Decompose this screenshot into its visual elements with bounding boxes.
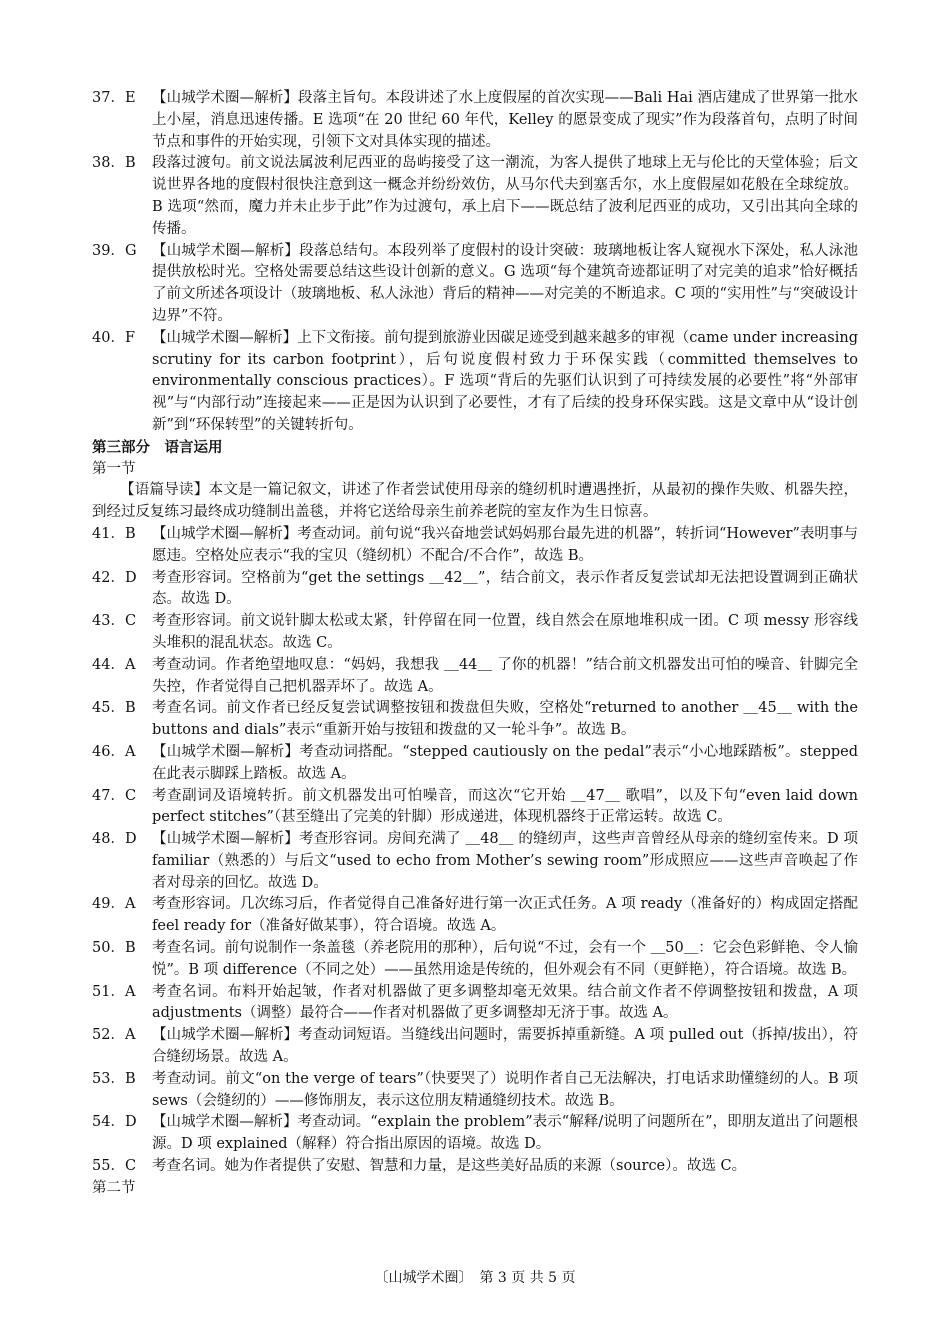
answer-item-50 [92,938,858,982]
item-explanation: 【山城学术圈—解析】考查动词短语。当缝线出问题时，需要拆掉重新缝。A 项 pulled out（拆掉/拔出），符合缝纫场景。故选 A。 [152,1027,858,1066]
item-number: 41．B [92,525,136,542]
answer-item-46 [92,742,858,786]
item-number: 50．B [92,940,136,957]
item-explanation: 考查形容词。空格前为“get the settings ＿42＿”，结合前文，表示作者反复尝试却无法把设置调到正确状态。故选 D。 [152,569,858,608]
answer-item-44 [92,655,858,699]
answer-item-48 [92,829,858,894]
item-explanation: 考查形容词。前文说针脚太松或太紧，针停留在同一位置，线自然会在原地堆积成一团。C 项 messy 形容线头堆积的混乱状态。故选 C。 [152,613,858,651]
items-reading-block [92,88,858,437]
item-explanation: 考查名词。前句说制作一条盖毯（养老院用的那种），后句说“不过，会有一个 ＿50＿：它会色彩鲜艳、令人愉悦”。B 项 difference（不同之处）——虽然用途是传统的，但外观会有不同（更鲜艳），符合语境。故选 B。 [152,940,858,978]
item-number: 51．A [92,983,136,1000]
items-cloze-block [92,524,858,1178]
item-explanation: 考查动词。作者绝望地叹息：“妈妈，我想我 ＿44＿ 了你的机器！”结合前文机器发出可怕的噪音、针脚完全失控，作者觉得自己把机器弄坏了。故选 A。 [152,656,858,695]
answer-item-51 [92,982,858,1026]
answer-item-54 [92,1112,858,1156]
item-explanation: 【山城学术圈—解析】考查动词。“explain the problem”表示“解释/说明了问题所在”，即朋友道出了问题根源。D 项 explained（解释）符合指出原因的语境。故选 D。 [152,1114,858,1153]
answer-item-38 [92,153,858,240]
item-explanation: 【山城学术圈—解析】上下文衔接。前句提到旅游业因碳足迹受到越来越多的审视（came under increasing scrutiny for its carbon footprint），后句说度假村致力于环保实践（committed themselves to environmentally conscious practices）。F 选项“背后的先驱们认识到了可持续发展的必要性”将“外部审视”与“内部行动”连接起来——正是因为认识到了必要性，才有了后续的投身环保实践。这是文章中从“设计创新”到“环保转型”的关键转折句。 [152,329,858,433]
item-explanation: 考查形容词。几次练习后，作者觉得自己准备好进行第一次正式任务。A 项 ready（准备好的）构成固定搭配 feel ready for（准备好做某事），符合语境。故选 A。 [152,896,858,935]
item-number: 45．B [92,700,136,717]
item-number: 43．C [92,613,137,630]
section-title: 第一节 [92,460,136,477]
item-number: 42．D [92,569,137,586]
answer-item-49 [92,894,858,938]
item-number: 38．B [92,155,136,172]
answer-item-52 [92,1025,858,1069]
item-number: 52．A [92,1027,136,1044]
answer-item-55 [92,1156,858,1178]
item-number: 48．D [92,831,137,848]
answer-item-40 [92,328,858,437]
item-explanation: 段落过渡句。前文说法属波利尼西亚的岛屿接受了这一潮流，为客人提供了地球上无与伦比的天堂体验；后文说世界各地的度假村很快注意到这一概念并纷纷效仿，从马尔代夫到塞舌尔，水上度假屋如花般在全球绽放。B 选项“然而，魔力并未止步于此”作为过渡句，承上启下——既总结了波利尼西亚的成功，又引出其向全球的传播。 [152,155,858,237]
item-explanation: 考查名词。布料开始起皱，作者对机器做了更多调整却毫无效果。结合前文作者不停调整按钮和拨盘，A 项 adjustments（调整）最符合——作者对机器做了更多调整却无济于事。故选 A。 [152,983,858,1022]
item-explanation: 考查名词。她为作者提供了安慰、智慧和力量，是这些美好品质的来源（source）。故选 C。 [152,1158,747,1175]
item-explanation: 【山城学术圈—解析】段落总结句。本段列举了度假村的设计突破：玻璃地板让客人窥视水下深处，私人泳池提供放松时光。空格处需要总结这些设计创新的意义。G 选项“每个建筑奇迹都证明了对完美的追求”恰好概括了前文所述各项设计（玻璃地板、私人泳池）背后的精神——对完美的不断追求。C 项的“实用性”与“突破设计边界”不符。 [152,242,858,324]
answer-item-41 [92,524,858,568]
answer-item-45 [92,698,858,742]
answer-item-47 [92,786,858,830]
item-number: 39．G [92,242,137,259]
section-title-2: 第二节 [92,1179,136,1196]
item-number: 37．E [92,90,136,106]
item-number: 49．A [92,896,136,913]
answer-item-43 [92,611,858,655]
item-explanation: 【山城学术圈—解析】考查动词。前句说“我兴奋地尝试妈妈那台最先进的机器”，转折词“However”表明事与愿违。空格处应表示“我的宝贝（缝纫机）不配合/不合作”，故选 B。 [152,525,858,564]
item-number: 47．C [92,787,137,804]
item-number: 46．A [92,743,136,760]
item-explanation: 【山城学术圈—解析】考查动词搭配。“stepped cautiously on the pedal”表示“小心地踩踏板”。stepped 在此表示脚踩上踏板。故选 A。 [152,743,858,782]
item-explanation: 考查名词。前文作者已经反复尝试调整按钮和拨盘但失败，空格处“returned to another ＿45＿ with the buttons and dials”表示“重新开始与按钮和拨盘的又一轮斗争”。故选 B。 [152,700,858,739]
answer-item-39 [92,241,858,328]
part-title: 第三部分 语言运用 [92,438,223,456]
item-number: 55．C [92,1158,137,1175]
item-explanation: 【山城学术圈—解析】段落主旨句。本段讲述了水上度假屋的首次实现——Bali Hai 酒店建成了世界第一批水上小屋，消息迅速传播。E 选项“在 20 世纪 60 年代，Kelley 的愿景变成了现实”作为段落首句，点明了时间节点和事件的开始实现，引领下文对具体实现的描述。 [152,90,858,150]
item-number: 54．D [92,1114,137,1131]
answer-item-53 [92,1069,858,1113]
answer-item-42 [92,568,858,612]
answer-item-37 [92,88,858,153]
page-footer: 〔山城学术圈〕 第 3 页 共 5 页 [374,1270,576,1286]
item-explanation: 【山城学术圈—解析】考查形容词。房间充满了 ＿48＿ 的缝纫声，这些声音曾经从母亲的缝纫室传来。D 项 familiar（熟悉的）与后文“used to echo from Mother’s sewing room”形成照应——这些声音唤起了作者对母亲的回忆。故选 D。 [152,831,858,891]
item-explanation: 考查动词。前文“on the verge of tears”（快要哭了）说明作者自己无法解决，打电话求助懂缝纫的人。B 项 sews（会缝纫的）——修饰朋友，表示这位朋友精通缝纫技术。故选 B。 [152,1070,858,1109]
item-explanation: 考查副词及语境转折。前文机器发出可怕噪音，而这次“它开始 ＿47＿ 歌唱”，以及下句“even laid down perfect stitches”（甚至缝出了完美的针脚）形成递进，体现机器终于正常运转。故选 C。 [152,787,858,826]
item-number: 53．B [92,1070,136,1087]
passage-intro: 【语篇导读】本文是一篇记叙文，讲述了作者尝试使用母亲的缝纫机时遭遇挫折，从最初的操作失败、机器失控，到经过反复练习最终成功缝制出盖毯，并将它送给母亲生前养老院的室友作为生日惊喜。 [92,482,858,521]
item-number: 44．A [92,656,136,673]
item-number: 40．F [92,329,136,346]
